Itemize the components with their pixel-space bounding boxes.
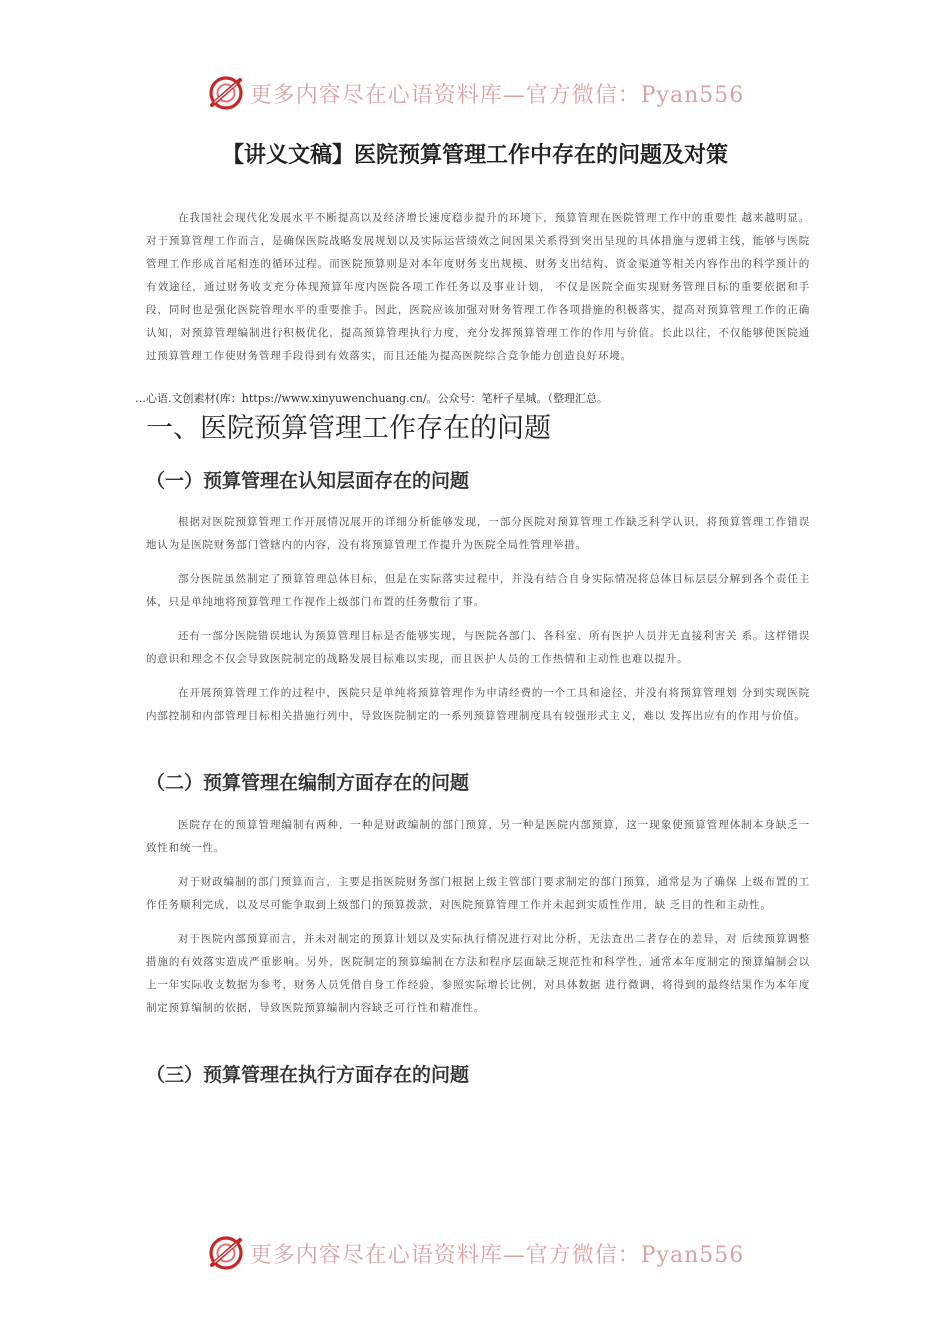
paragraph: 在开展预算管理工作的过程中，医院只是单纯将预算管理作为申请经费的一个工具和途径，并没有将预算管理划 分到实现医院内部控制和内部管理目标相关措施行列中，导致医院制定的一系列预算管理制度具有较强形式主义，难以 发挥出应有的作用与价值。 [146, 687, 810, 722]
intro-paragraph: 在我国社会现代化发展水平不断提高以及经济增长速度稳步提升的环境下，预算管理在医院管理工作中的重要性 越来越明显。对于预算管理工作而言，是确保医院战略发展规划以及实际运营绩效之间因果关系得到突出呈现的具体措施与逻辑主线，能够与医院管理工作形成首尾相连的循环过程。而医院预算则是对本年度财务支出规模、财务支出结构、资金渠道等相关内容作出的科学预计的有效途径，通过财务收支充分体现预算年度内医院各项工作任务以及事业计划， 不仅是医院全面实现财务管理目标的重要依据和手段，同时也是强化医院管理水平的重要推手。因此，医院应该加强对财务管理工作各项措施的积极落实，提高对预算管理工作的正确认知，对预算管理编制进行积极优化，提高预算管理执行力度，充分发挥预算管理工作的作用与价值。长此以往，不仅能够使医院通过预算管理工作使财务管理手段得到有效落实，而且还能为提高医院综合竞争能力创造良好环境。 [146, 212, 810, 362]
paragraph: 对于财政编制的部门预算而言，主要是指医院财务部门根据上级主管部门要求制定的部门预算，通常是为了确保 上级布置的工作任务顺利完成，以及尽可能争取到上级部门的预算拨款，对医院预算管理工作并未起到实质性作用，缺 乏目的性和主动性。 [146, 876, 810, 911]
paragraph: 对于医院内部预算而言，并未对制定的预算计划以及实际执行情况进行对比分析，无法查出二者存在的差异，对 后续预算调整措施的有效落实造成严重影响。另外，医院制定的预算编制在方法和程序层面缺乏规范性和科学性，通常本年度制定的预算编制会以上一年实际收支数据为参考，财务人员凭借自身工作经验，参照实际增长比例，对具体数据 进行微调，将得到的最终结果作为本年度制定预算编制的依据，导致医院预算编制内容缺乏可行性和精准性。 [146, 933, 810, 1014]
paragraph: 还有一部分医院错误地认为预算管理目标是否能够实现，与医院各部门、各科室、所有医护人员并无直接利害关 系。这样错误的意识和理念不仅会导致医院制定的战略发展目标难以实现，而且医护人员的工作热情和主动性也难以提升。 [146, 630, 810, 665]
subsection-heading-3: （三）预算管理在执行方面存在的问题 [146, 1064, 470, 1086]
subsection-1-body [146, 511, 810, 728]
document-title: 【讲义文稿】医院预算管理工作中存在的问题及对策 [221, 143, 728, 168]
logo-icon [206, 73, 246, 113]
footer-banner [0, 1233, 950, 1273]
subsection-heading-2: （二）预算管理在编制方面存在的问题 [146, 772, 470, 794]
intro-block [146, 207, 810, 368]
paragraph: 部分医院虽然制定了预算管理总体目标，但是在实际落实过程中，并没有结合自身实际情况将总体目标层层分解到各个责任主体，只是单纯地将预算管理工作视作上级部门布置的任务敷衍了事。 [146, 573, 810, 608]
subsection-2-body [146, 814, 810, 1020]
banner-text: 更多内容尽在心语资料库—官方微信：Pyan556 [249, 82, 745, 108]
logo-icon [206, 1233, 246, 1273]
source-note: …心语.文创素材(库：https://www.xinyuwenchuang.cn/。公众号：笔杆子星城。（整理汇总。 [135, 392, 609, 405]
section-heading: 一、医院预算管理工作存在的问题 [146, 413, 551, 444]
subsection-heading-1: （一）预算管理在认知层面存在的问题 [146, 470, 470, 492]
header-banner [0, 73, 950, 113]
paragraph: 根据对医院预算管理工作开展情况展开的详细分析能够发现，一部分医院对预算管理工作缺乏科学认识，将预算管理工作错误地认为是医院财务部门管辖内的内容，没有将预算管理工作提升为医院全局性管理举措。 [146, 516, 810, 551]
paragraph: 医院存在的预算管理编制有两种，一种是财政编制的部门预算，另一种是医院内部预算，这一现象使预算管理体制本身缺乏一致性和统一性。 [146, 819, 810, 854]
banner-text: 更多内容尽在心语资料库—官方微信：Pyan556 [249, 1242, 745, 1268]
